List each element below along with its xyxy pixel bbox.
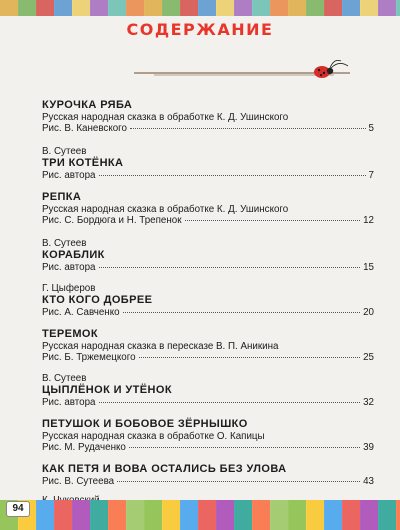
toc-entry <box>42 418 374 453</box>
border-tile <box>396 500 400 530</box>
entry-page-number: 7 <box>368 169 374 181</box>
toc-entry <box>42 463 374 487</box>
entry-page-number: 12 <box>363 214 374 226</box>
toc-entry <box>42 373 374 408</box>
border-tile <box>126 0 145 16</box>
border-tile <box>108 500 127 530</box>
border-tile <box>198 500 217 530</box>
border-tile <box>378 500 397 530</box>
border-tile <box>360 0 379 16</box>
border-tile <box>360 500 379 530</box>
border-tile <box>180 500 199 530</box>
border-tile <box>144 500 163 530</box>
entry-illustrator: Рис. М. Рудаченко <box>42 441 126 453</box>
border-tile <box>234 500 253 530</box>
border-tile <box>288 500 307 530</box>
border-tile <box>18 0 37 16</box>
border-tile <box>54 0 73 16</box>
leader-dots <box>185 220 361 221</box>
decorative-border-bottom <box>0 500 400 530</box>
toc-entry <box>42 191 374 226</box>
entry-author: В. Сутеев <box>42 238 87 249</box>
entry-page-number: 43 <box>363 475 374 487</box>
border-tile <box>90 500 109 530</box>
entry-illustrator: Рис. В. Сутеева <box>42 475 115 487</box>
leader-dots <box>99 175 366 176</box>
leader-dots <box>139 357 361 358</box>
border-tile <box>342 500 361 530</box>
border-tile <box>252 0 271 16</box>
entry-title: КОРАБЛИК <box>42 249 105 262</box>
decorative-border-top <box>0 0 400 16</box>
entry-illustrator-line <box>42 215 374 226</box>
border-tile <box>306 500 325 530</box>
entry-title: РЕПКА <box>42 191 82 203</box>
leader-dots <box>129 447 360 448</box>
border-tile <box>90 0 109 16</box>
border-tile <box>306 0 325 16</box>
leader-dots <box>99 402 361 403</box>
border-tile <box>324 500 343 530</box>
leader-dots <box>130 128 366 129</box>
entry-illustrator: Рис. В. Каневского <box>42 122 127 134</box>
entry-illustrator: Рис. автора <box>42 169 96 181</box>
entry-illustrator-line <box>42 170 374 181</box>
border-tile <box>36 500 55 530</box>
entry-title: КАК ПЕТЯ И ВОВА ОСТАЛИСЬ БЕЗ УЛОВА <box>42 463 287 475</box>
border-tile <box>198 0 217 16</box>
border-tile <box>216 500 235 530</box>
entry-author: Г. Цыферов <box>42 283 96 294</box>
border-tile <box>162 500 181 530</box>
border-tile <box>396 0 400 16</box>
border-tile <box>324 0 343 16</box>
entry-illustrator-line <box>42 307 374 318</box>
leader-dots <box>117 481 360 482</box>
entry-page-number: 15 <box>363 261 374 273</box>
border-tile <box>252 500 271 530</box>
border-tile <box>126 500 145 530</box>
border-tile <box>72 500 91 530</box>
entry-title: ПЕТУШОК И БОБОВОЕ ЗЁРНЫШКО <box>42 418 248 430</box>
border-tile <box>72 0 91 16</box>
entry-page-number: 20 <box>363 306 374 318</box>
entry-author: В. Сутеев <box>42 146 87 157</box>
border-tile <box>270 500 289 530</box>
border-tile <box>144 0 163 16</box>
leader-dots <box>99 267 361 268</box>
border-tile <box>36 0 55 16</box>
leader-dots <box>123 312 361 313</box>
border-tile <box>378 0 397 16</box>
border-tile <box>234 0 253 16</box>
entry-illustrator: Рис. Б. Тржемецкого <box>42 351 136 363</box>
entry-illustrator-line <box>42 262 374 273</box>
entry-illustrator: Рис. автора <box>42 261 96 273</box>
entry-illustrator: Рис. автора <box>42 396 96 408</box>
entry-illustrator: Рис. А. Савченко <box>42 306 120 318</box>
entry-title: ТРИ КОТЁНКА <box>42 157 124 170</box>
border-tile <box>54 500 73 530</box>
toc-entry <box>42 328 374 363</box>
entry-note: Русская народная сказка в обработке К. Д. Ушинского <box>42 203 289 215</box>
entry-illustrator-line <box>42 442 374 453</box>
border-tile <box>0 0 19 16</box>
entry-title: КУРОЧКА РЯБА <box>42 99 133 111</box>
toc-entry <box>42 146 374 181</box>
entry-title: ЦЫПЛЁНОК И УТЁНОК <box>42 384 172 397</box>
entry-illustrator: Рис. С. Бордюга и Н. Трепенок <box>42 214 182 226</box>
entry-page-number: 5 <box>368 122 374 134</box>
entry-note: Русская народная сказка в обработке О. Капицы <box>42 430 265 442</box>
toc-entry <box>42 283 374 318</box>
border-tile <box>108 0 127 16</box>
entry-note: Русская народная сказка в пересказе В. П. Аникина <box>42 340 279 352</box>
border-tile <box>180 0 199 16</box>
entry-illustrator-line <box>42 476 374 487</box>
border-tile <box>342 0 361 16</box>
entry-illustrator-line <box>42 397 374 408</box>
border-tile <box>162 0 181 16</box>
entry-page-number: 39 <box>363 441 374 453</box>
table-of-contents <box>42 99 374 530</box>
page-title: СОДЕРЖАНИЕ <box>126 20 274 39</box>
border-tile <box>216 0 235 16</box>
border-tile <box>288 0 307 16</box>
ladybug-rule-icon <box>134 60 350 82</box>
entry-note: Русская народная сказка в обработке К. Д. Ушинского <box>42 111 289 123</box>
entry-title: ТЕРЕМОК <box>42 328 98 340</box>
entry-author: В. Сутеев <box>42 373 87 384</box>
border-tile <box>270 0 289 16</box>
toc-entry <box>42 238 374 273</box>
entry-title: КТО КОГО ДОБРЕЕ <box>42 294 153 307</box>
entry-illustrator-line <box>42 123 374 134</box>
entry-illustrator-line <box>42 352 374 363</box>
page-number: 94 <box>6 501 30 517</box>
entry-page-number: 32 <box>363 396 374 408</box>
toc-entry <box>42 99 374 134</box>
entry-page-number: 25 <box>363 351 374 363</box>
